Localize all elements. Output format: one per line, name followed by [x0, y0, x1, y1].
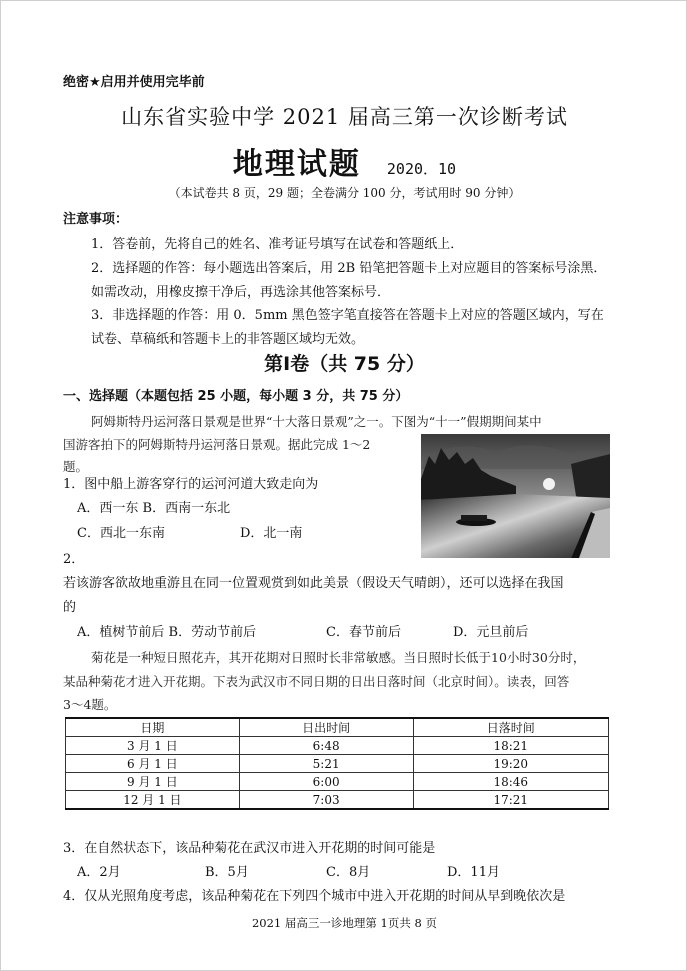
passage-line: 某品种菊花才进入开花期。下表为武汉市不同日期的日出日落时间（北京时间）。读表，回答: [63, 674, 570, 689]
q3-stem: 3．在自然状态下，该品种菊花在武汉市进入开花期的时间可能是: [63, 841, 436, 856]
notice-item: 1．答卷前，先将自己的姓名、准考证号填写在试卷和答题纸上．: [91, 237, 464, 252]
subject-title: 地理试题: [232, 147, 361, 182]
section-title: 一、选择题（本题包括 25 小题，每小题 3 分，共 75 分）: [63, 389, 409, 404]
q3-option: D．11月: [447, 865, 500, 880]
passage-line: 3～4题。: [63, 697, 117, 712]
notice-item: 3．非选择题的作答：用 0．5mm 黑色签字笔直接答在答题卡上对应的答题区域内，写在: [91, 308, 604, 323]
table-header-row: [66, 718, 609, 737]
table-cell: 12 月 1 日: [66, 791, 240, 810]
table-cell: 7:03: [239, 791, 413, 810]
sunrise-sunset-table: [65, 717, 609, 810]
q2-option-d: D．元旦前后: [453, 625, 529, 640]
table-header-cell: 日期: [66, 718, 240, 737]
q4-stem: 4．仅从光照角度考虑，该品种菊花在下列四个城市中进入开花期的时间从早到晚依次是: [63, 889, 566, 904]
q1-stem: 1．图中船上游客穿行的运河河道大致走向为: [63, 477, 319, 492]
q3-option: A．2月: [77, 865, 121, 880]
passage-line: 阿姆斯特丹运河落日景观是世界“十大落日景观”之一。下图为“十一”假期期间某中: [91, 414, 542, 429]
table-cell: 18:46: [413, 773, 609, 791]
q2-stem: 的: [63, 600, 77, 615]
q2-stem: 若该游客欲故地重游且在同一位置观赏到如此美景（假设天气晴朗），还可以选择在我国: [63, 576, 564, 591]
table-row: [66, 755, 609, 773]
volume-title: 第Ⅰ卷（共 75 分）: [264, 353, 425, 375]
title-row: [1, 139, 687, 183]
passage-line: 国游客拍下的阿姆斯特丹运河落日景观。据此完成 1～2: [63, 437, 371, 452]
secret-label: 绝密★启用并使用完毕前: [63, 75, 205, 90]
q3-option: B．5月: [205, 865, 249, 880]
q1-option-d: D．北一南: [240, 526, 303, 541]
table-row: [66, 791, 609, 810]
table-cell: 6 月 1 日: [66, 755, 240, 773]
exam-note: （本试卷共 8 页，29 题；全卷满分 100 分，考试用时 90 分钟）: [168, 186, 521, 200]
school-exam-title: 山东省实验中学 2021 届高三第一次诊断考试: [121, 105, 568, 129]
notice-item: 2．选择题的作答：每小题选出答案后，用 2B 铅笔把答题卡上对应题目的答案标号涂黑．: [91, 261, 607, 276]
table-cell: 6:48: [239, 737, 413, 755]
table-cell: 6:00: [239, 773, 413, 791]
q2-number: 2．: [63, 552, 85, 567]
table-cell: 5:21: [239, 755, 413, 773]
table-row: [66, 737, 609, 755]
canal-sunset-photo: [421, 434, 610, 558]
q1-option-c: C．西北一东南: [77, 526, 165, 541]
table-cell: 18:21: [413, 737, 609, 755]
q1-options-ab: A．西一东 B．西南一东北: [77, 501, 231, 516]
q2-option-c: C．春节前后: [326, 625, 401, 640]
table-header-cell: 日出时间: [239, 718, 413, 737]
exam-date: 2020．10: [386, 160, 457, 178]
table-cell: 9 月 1 日: [66, 773, 240, 791]
notice-heading: 注意事项：: [63, 212, 129, 227]
table-row: [66, 773, 609, 791]
table-header-cell: 日落时间: [413, 718, 609, 737]
notice-item: 试卷、草稿纸和答题卡上的非答题区域均无效。: [91, 332, 365, 347]
table-cell: 3 月 1 日: [66, 737, 240, 755]
passage-line: 题。: [63, 459, 89, 474]
passage-line: 菊花是一种短日照花卉，其开花期对日照时长非常敏感。当日照时长低于10小时30分时，: [91, 650, 586, 665]
page-footer: 2021 届高三一诊地理第 1页共 8 页: [251, 916, 438, 930]
q3-option: C．8月: [326, 865, 371, 880]
table-cell: 19:20: [413, 755, 609, 773]
notice-item: 如需改动，用橡皮擦干净后，再选涂其他答案标号．: [91, 285, 391, 300]
q2-options-ab: A．植树节前后 B．劳动节前后: [77, 625, 257, 640]
table-cell: 17:21: [413, 791, 609, 810]
